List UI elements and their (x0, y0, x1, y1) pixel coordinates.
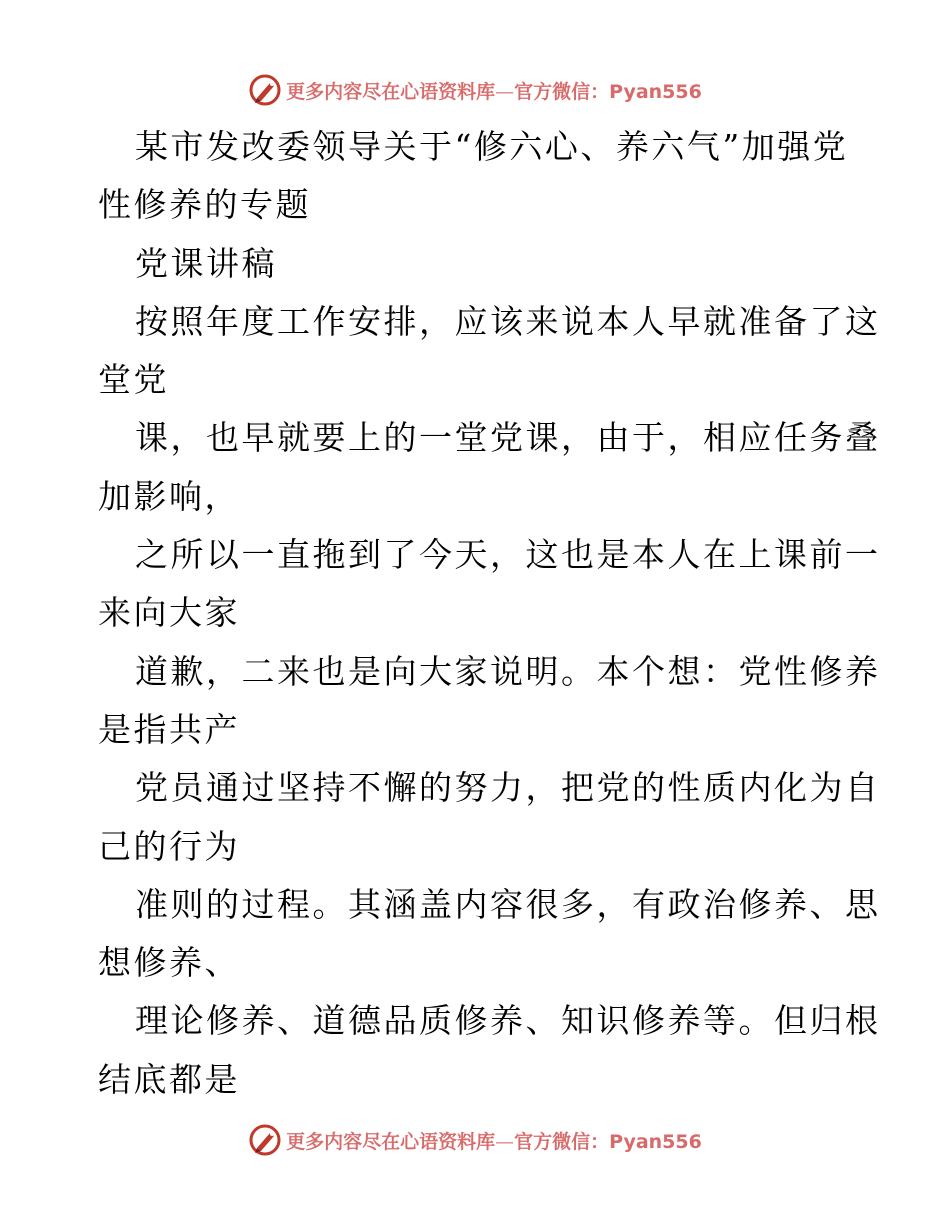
doc-line: 堂党 (98, 360, 169, 400)
banner-content (248, 73, 702, 107)
doc-line: 结底都是 (98, 1059, 240, 1099)
doc-line: 加影响， (98, 476, 240, 516)
doc-line: 课，也早就要上的一堂党课，由于，相应任务叠 (135, 418, 881, 458)
banner-text (286, 77, 702, 104)
footer-banner (0, 1120, 950, 1160)
doc-line: 准则的过程。其涵盖内容很多，有政治修养、思 (135, 884, 881, 924)
banner-separator: — (495, 80, 515, 103)
pen-logo-icon (248, 73, 282, 107)
doc-line: 某市发改委领导关于“修六心、养六气”加强党 (135, 127, 849, 166)
banner-wechat: 官方微信：Pyan556 (514, 80, 702, 103)
doc-line: 性修养的专题 (98, 185, 311, 225)
banner-site-name: 更多内容尽在心语资料库 (286, 80, 496, 103)
doc-line: 党员通过坚持不懈的努力，把党的性质内化为自 (135, 768, 881, 808)
pen-logo-icon (248, 1123, 282, 1157)
doc-line: 来向大家 (98, 593, 240, 633)
doc-line: 按照年度工作安排，应该来说本人早就准备了这 (135, 301, 881, 341)
banner-content (248, 1123, 702, 1157)
doc-line: 是指共产 (98, 709, 240, 749)
banner-wechat: 官方微信：Pyan556 (514, 1130, 702, 1153)
banner-separator: — (495, 1130, 515, 1153)
banner-text (286, 1127, 702, 1154)
doc-line: 理论修养、道德品质修养、知识修养等。但归根 (135, 1001, 881, 1041)
banner-site-name: 更多内容尽在心语资料库 (286, 1130, 496, 1153)
doc-line: 之所以一直拖到了今天，这也是本人在上课前一 (135, 535, 881, 575)
header-banner (0, 70, 950, 110)
document-body (98, 118, 881, 1109)
doc-line: 党课讲稿 (135, 243, 277, 283)
doc-line: 道歉，二来也是向大家说明。本个想：党性修养 (135, 651, 881, 691)
doc-line: 想修养、 (98, 943, 240, 983)
doc-line: 己的行为 (98, 826, 240, 866)
